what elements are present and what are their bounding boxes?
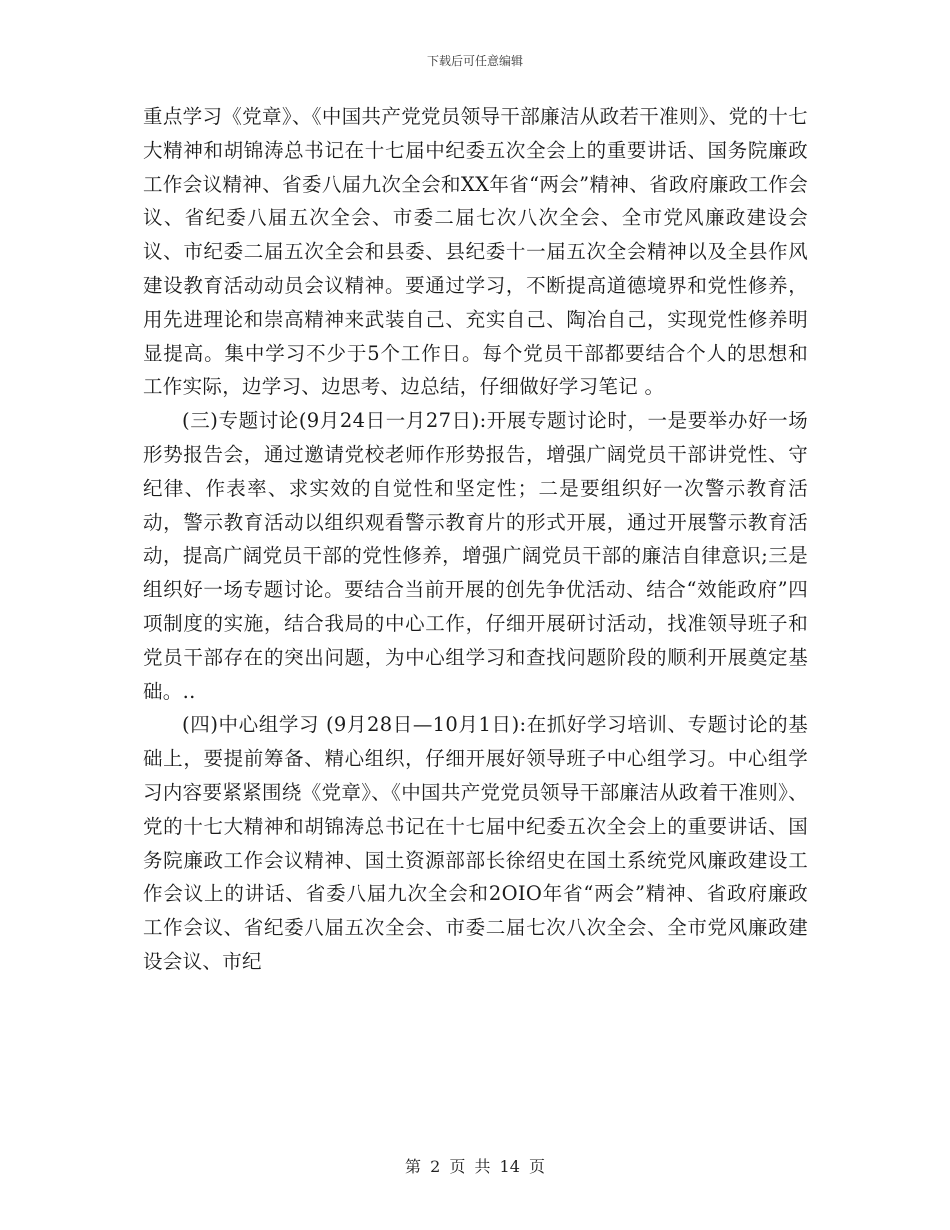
paragraph-central-group-study: (四)中心组学习 (9月28日—10月1日):在抓好学习培训、专题讨论的基础上，要提前筹备、精心组织，仔细开展好领导班子中心组学习。中心组学习内容要紧紧围绕《党章》、《中国共产党党员领导干部廉洁从政着干准则》、党的十七大精神和胡锦涛总书记在十七届中纪委五次全会上的重要讲话、国务院廉政工作会议精神、国土资源部部长徐绍史在国土系统党风廉政建设工作会议上的讲话、省委八届九次全会和2OIO年省“两会”精神、省政府廉政工作会议、省纪委八届五次全会、市委二届七次八次全会、全市党风廉政建设会议、市纪	[143, 713, 808, 973]
paragraph-topic-discussion: (三)专题讨论(9月24日一月27日):开展专题讨论时，一是要举办好一场形势报告会，通过邀请党校老师作形势报告，增强广阔党员干部讲党性、守纪律、作表率、求实效的自觉性和坚定性；二是要组织好一次警示教育活动，警示教育活动以组织观看警示教育片的形式开展，通过开展警示教育活动，提高广阔党员干部的党性修养，增强广阔党员干部的廉洁自律意识;三是组织好一场专题讨论。要结合当前开展的创先争优活动、结合“效能政府”四项制度的实施，结合我局的中心工作，仔细开展研讨活动，找准领导班子和党员干部存在的突出问题，为中心组学习和查找问题阶段的顺利开展奠定基础。..	[143, 409, 808, 703]
page-header-note: 下载后可任意编辑	[426, 54, 523, 68]
document-body	[143, 100, 808, 979]
page-number: 第 2 页 共 14 页	[405, 1157, 545, 1176]
paragraph-study-content: 重点学习《党章》、《中国共产党党员领导干部廉洁从政若干准则》、党的十七大精神和胡锦涛总书记在十七届中纪委五次全会上的重要讲话、国务院廉政工作会议精神、省委八届九次全会和XX年省“两会”精神、省政府廉政工作会议、省纪委八届五次全会、市委二届七次八次全会、全市党风廉政建设会议、市纪委二届五次全会和县委、县纪委十一届五次全会精神以及全县作风建设教育活动动员会议精神。要通过学习，不断提高道德境界和党性修养，用先进理论和崇高精神来武装自己、充实自己、陶冶自己，实现党性修养明显提高。集中学习不少于5个工作日。每个党员干部都要结合个人的思想和工作实际，边学习、边思考、边总结，仔细做好学习笔记 。	[143, 105, 808, 399]
